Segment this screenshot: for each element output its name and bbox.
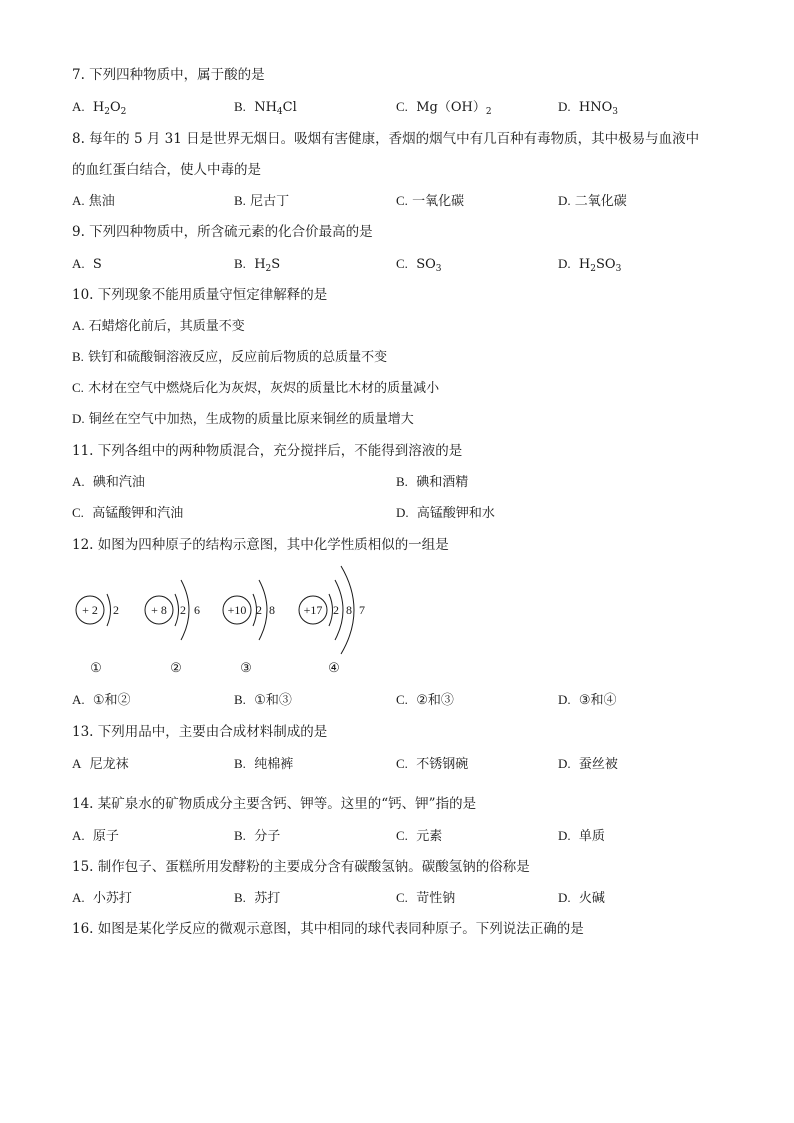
atom-3-shell-1-count: 2 [256,603,262,617]
q8-option-b: B. 尼古丁 [234,193,290,209]
q8-option-a: A. 焦油 [72,193,115,209]
question-16-stem: 16. 如图是某化学反应的微观示意图，其中相同的球代表同种原子。下列说法正确的是 [72,921,584,937]
q12-option-c: C. ②和③ [396,692,454,708]
q11-option-b: B. 碘和酒精 [396,474,469,490]
q8-option-d: D. 二氧化碳 [558,193,627,209]
atom-1-shell-1-count: 2 [113,603,119,617]
q9-option-a: A. S [72,256,102,272]
q14-option-c: C. 元素 [396,828,443,844]
q11-option-c: C. 高锰酸钾和汽油 [72,505,184,521]
atom-3-nucleus-charge: +10 [227,603,247,617]
q9-option-c: C. $SO_3$ [396,256,442,274]
q8-option-c: C. 一氧化碳 [396,193,465,209]
q13-option-c: C. 不锈钢碗 [396,756,469,772]
q13-option-d: D. 蚕丝被 [558,756,618,772]
q15-option-b: B. 苏打 [234,890,281,906]
q13-option-b: B. 纯棉裤 [234,756,294,772]
atomic-structure-diagram [66,560,396,682]
question-10-stem: 10. 下列现象不能用质量守恒定律解释的是 [72,287,328,303]
q12-option-b: B. ①和③ [234,692,292,708]
q7-option-c: C. $Mg(OH)_2$ [396,99,492,117]
question-9-stem: 9. 下列四种物质中，所含硫元素的化合价最高的是 [72,224,373,240]
atom-4-shell-1 [329,594,333,626]
q10-option-c: C. 木材在空气中燃烧后化为灰烬，灰烬的质量比木材的质量减小 [72,380,440,396]
q9-option-b: B. $H_2S$ [234,256,281,274]
atom-2-shell-1-count: 2 [180,603,186,617]
q10-option-a: A. 石蜡熔化前后，其质量不变 [72,318,245,334]
atom-4-shell-3-count: 7 [359,603,365,617]
atom-3-number: ③ [240,660,252,675]
q13-option-a: A 尼龙袜 [72,756,129,772]
q15-option-d: D. 火碱 [558,890,605,906]
question-13-stem: 13. 下列用品中，主要由合成材料制成的是 [72,724,328,740]
q9-option-d: D. $H_2SO_3$ [558,256,622,274]
atom-2-number: ② [170,660,182,675]
q11-option-d: D. 高锰酸钾和水 [396,505,495,521]
atom-1-shell-1 [107,594,111,626]
question-12-stem: 12. 如图为四种原子的结构示意图，其中化学性质相似的一组是 [72,537,449,553]
question-7-stem: 7. 下列四种物质中，属于酸的是 [72,67,265,83]
atom-4-shell-1-count: 2 [333,603,339,617]
atom-1-nucleus-charge: + 2 [82,603,98,617]
question-14-stem: 14. 某矿泉水的矿物质成分主要含钙、钾等。这里的“钙、钾”指的是 [72,796,477,812]
atom-2-shell-1 [175,594,179,626]
q11-option-a: A. 碘和汽油 [72,474,145,490]
q12-option-d: D. ③和④ [558,692,617,708]
question-15-stem: 15. 制作包子、蛋糕所用发酵粉的主要成分含有碳酸氢钠。碳酸氢钠的俗称是 [72,859,530,875]
q7-option-b: B. $NH_4Cl$ [234,99,297,117]
q10-option-b: B. 铁钉和硫酸铜溶液反应，反应前后物质的总质量不变 [72,349,388,365]
q15-option-a: A. 小苏打 [72,890,132,906]
atom-4-number: ④ [328,660,340,675]
q12-option-a: A. ①和② [72,692,131,708]
q14-option-b: B. 分子 [234,828,281,844]
q14-option-d: D. 单质 [558,828,605,844]
atom-2-nucleus-charge: + 8 [151,603,167,617]
q7-option-a: A. $H_2O_2$ [72,99,127,117]
question-8-stem-cont: 的血红蛋白结合，使人中毒的是 [72,162,261,178]
atom-2-shell-2-count: 6 [194,603,200,617]
question-8-stem: 8. 每年的 5 月 31 日是世界无烟日。吸烟有害健康，香烟的烟气中有几百种有毒物质，其中极易与血液中 [72,131,700,147]
atom-4-nucleus-charge: +17 [303,603,323,617]
question-11-stem: 11. 下列各组中的两种物质混合，充分搅拌后，不能得到溶液的是 [72,443,463,459]
atom-1-number: ① [90,660,102,675]
atom-3-shell-2-count: 8 [269,603,275,617]
q15-option-c: C. 苛性钠 [396,890,456,906]
q10-option-d: D. 铜丝在空气中加热，生成物的质量比原来铜丝的质量增大 [72,411,414,427]
q7-option-d: D. $HNO_3$ [558,99,619,117]
q14-option-a: A. 原子 [72,828,119,844]
atom-4-shell-2-count: 8 [346,603,352,617]
